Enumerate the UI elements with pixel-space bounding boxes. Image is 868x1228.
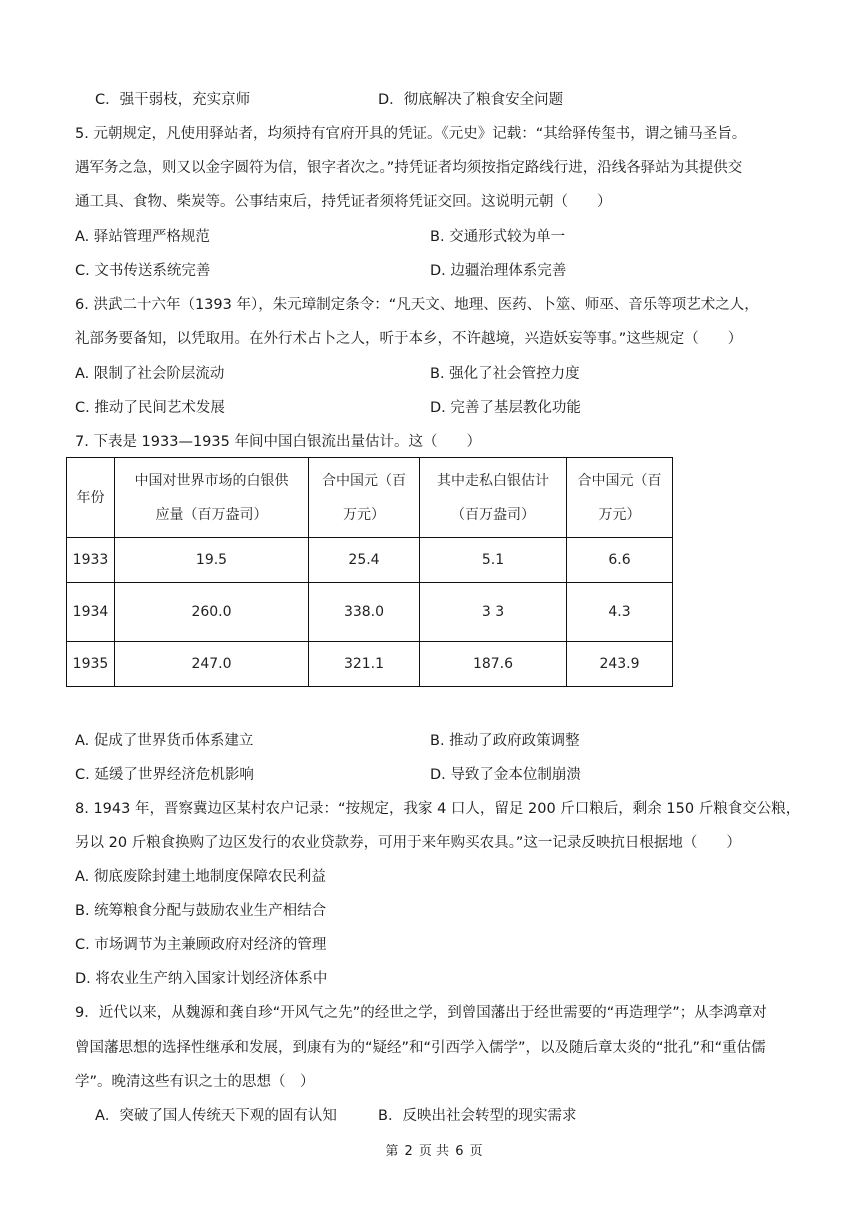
table-cell: 4.3 bbox=[567, 583, 673, 642]
table-cell: 6.6 bbox=[567, 538, 673, 583]
q6-option-c: C. 推动了民间艺术发展 bbox=[75, 400, 225, 416]
page-number: 2 bbox=[404, 1144, 413, 1159]
table-row bbox=[67, 642, 673, 687]
q9-stem-line-3: 学”。晚清这些有识之士的思想（ ） bbox=[75, 1074, 315, 1090]
q8-option-d: D. 将农业生产纳入国家计划经济体系中 bbox=[75, 971, 328, 987]
table-cell: 19.5 bbox=[115, 538, 309, 583]
q8-option-a: A. 彻底废除封建土地制度保障农民利益 bbox=[75, 869, 326, 885]
table-header-row bbox=[67, 458, 673, 538]
q8-stem-line-2: 另以 20 斤粮食换购了边区发行的农业贷款券，可用于来年购买农具。”这一记录反映抗日根据地（ ） bbox=[75, 835, 741, 851]
q5-option-d: D. 边疆治理体系完善 bbox=[430, 263, 567, 279]
table-row bbox=[67, 538, 673, 583]
table-cell: 25.4 bbox=[309, 538, 420, 583]
q8-option-c: C. 市场调节为主兼顾政府对经济的管理 bbox=[75, 937, 327, 953]
q7-option-a: A. 促成了世界货币体系建立 bbox=[75, 733, 254, 749]
q9-stem-line-1: 9．近代以来，从魏源和龚自珍“开风气之先”的经世之学，到曾国藩出于经世需要的“再造理学”；从李鸿章对 bbox=[75, 1005, 767, 1021]
q7-option-b: B. 推动了政府政策调整 bbox=[430, 733, 580, 749]
q9-option-a: A．突破了国人传统天下观的固有认知 bbox=[95, 1108, 337, 1124]
table-cell: 1933 bbox=[67, 538, 115, 583]
table-cell: 247.0 bbox=[115, 642, 309, 687]
table-cell: 243.9 bbox=[567, 642, 673, 687]
q7-stem: 7. 下表是 1933—1935 年间中国白银流出量估计。这（ ） bbox=[75, 434, 481, 450]
q5-option-c: C. 文书传送系统完善 bbox=[75, 263, 211, 279]
q4-option-d: D．彻底解决了粮食安全问题 bbox=[378, 92, 564, 108]
q9-option-b: B．反映出社会转型的现实需求 bbox=[378, 1108, 577, 1124]
header-supply: 中国对世界市场的白银供 应量（百万盎司） bbox=[115, 458, 309, 538]
q6-stem-line-1: 6. 洪武二十六年（1393 年），朱元璋制定条令：“凡天文、地理、医药、卜筮、师巫、音乐等项艺术之人， bbox=[75, 297, 759, 313]
q8-option-b: B. 统筹粮食分配与鼓励农业生产相结合 bbox=[75, 903, 327, 919]
table-cell: 1935 bbox=[67, 642, 115, 687]
table-cell: 1934 bbox=[67, 583, 115, 642]
table-cell: 187.6 bbox=[420, 642, 567, 687]
q6-option-a: A. 限制了社会阶层流动 bbox=[75, 366, 225, 382]
header-supply-yuan: 合中国元（百 万元） bbox=[309, 458, 420, 538]
q4-option-c: C．强干弱枝，充实京师 bbox=[95, 92, 251, 108]
table-row bbox=[67, 583, 673, 642]
q6-stem-line-2: 礼部务要备知，以凭取用。在外行术占卜之人，听于本乡，不许越境，兴造妖妄等事。”这些规定（ ） bbox=[75, 331, 743, 347]
q9-stem-line-2: 曾国藩思想的选择性继承和发展，到康有为的“疑经”和“引西学入儒学”，以及随后章太炎的“批孔”和“重估儒 bbox=[75, 1040, 766, 1056]
table-cell: 321.1 bbox=[309, 642, 420, 687]
header-smuggled: 其中走私白银估计 （百万盎司） bbox=[420, 458, 567, 538]
q5-option-b: B. 交通形式较为单一 bbox=[430, 229, 566, 245]
total-pages: 6 bbox=[455, 1144, 464, 1159]
q8-stem-line-1: 8. 1943 年，晋察冀边区某村农户记录：“按规定，我家 4 口人，留足 200 斤口粮后，剩余 150 斤粮食交公粮， bbox=[75, 801, 801, 817]
q7-option-d: D. 导致了金本位制崩溃 bbox=[430, 767, 581, 783]
header-year: 年份 bbox=[67, 458, 115, 538]
table-cell: 260.0 bbox=[115, 583, 309, 642]
page-footer: 第 2 页 共 6 页 bbox=[385, 1144, 483, 1159]
q6-option-d: D. 完善了基层教化功能 bbox=[430, 400, 581, 416]
q5-stem-line-3: 通工具、食物、柴炭等。公事结束后，持凭证者须将凭证交回。这说明元朝（ ） bbox=[75, 194, 612, 210]
q5-stem-line-1: 5. 元朝规定，凡使用驿站者，均须持有官府开具的凭证。《元史》记载：“其给驿传玺书，谓之铺马圣旨。 bbox=[75, 126, 747, 142]
table-cell: 338.0 bbox=[309, 583, 420, 642]
q5-stem-line-2: 遇军务之急，则又以金字圆符为信，银字者次之。”持凭证者均须按指定路线行进，沿线各驿站为其提供交 bbox=[75, 160, 743, 176]
q6-option-b: B. 强化了社会管控力度 bbox=[430, 366, 580, 382]
q7-option-c: C. 延缓了世界经济危机影响 bbox=[75, 767, 254, 783]
table-cell: 3 3 bbox=[420, 583, 567, 642]
q5-option-a: A. 驿站管理严格规范 bbox=[75, 229, 210, 245]
header-smuggled-yuan: 合中国元（百 万元） bbox=[567, 458, 673, 538]
table-cell: 5.1 bbox=[420, 538, 567, 583]
silver-outflow-table bbox=[66, 457, 673, 687]
